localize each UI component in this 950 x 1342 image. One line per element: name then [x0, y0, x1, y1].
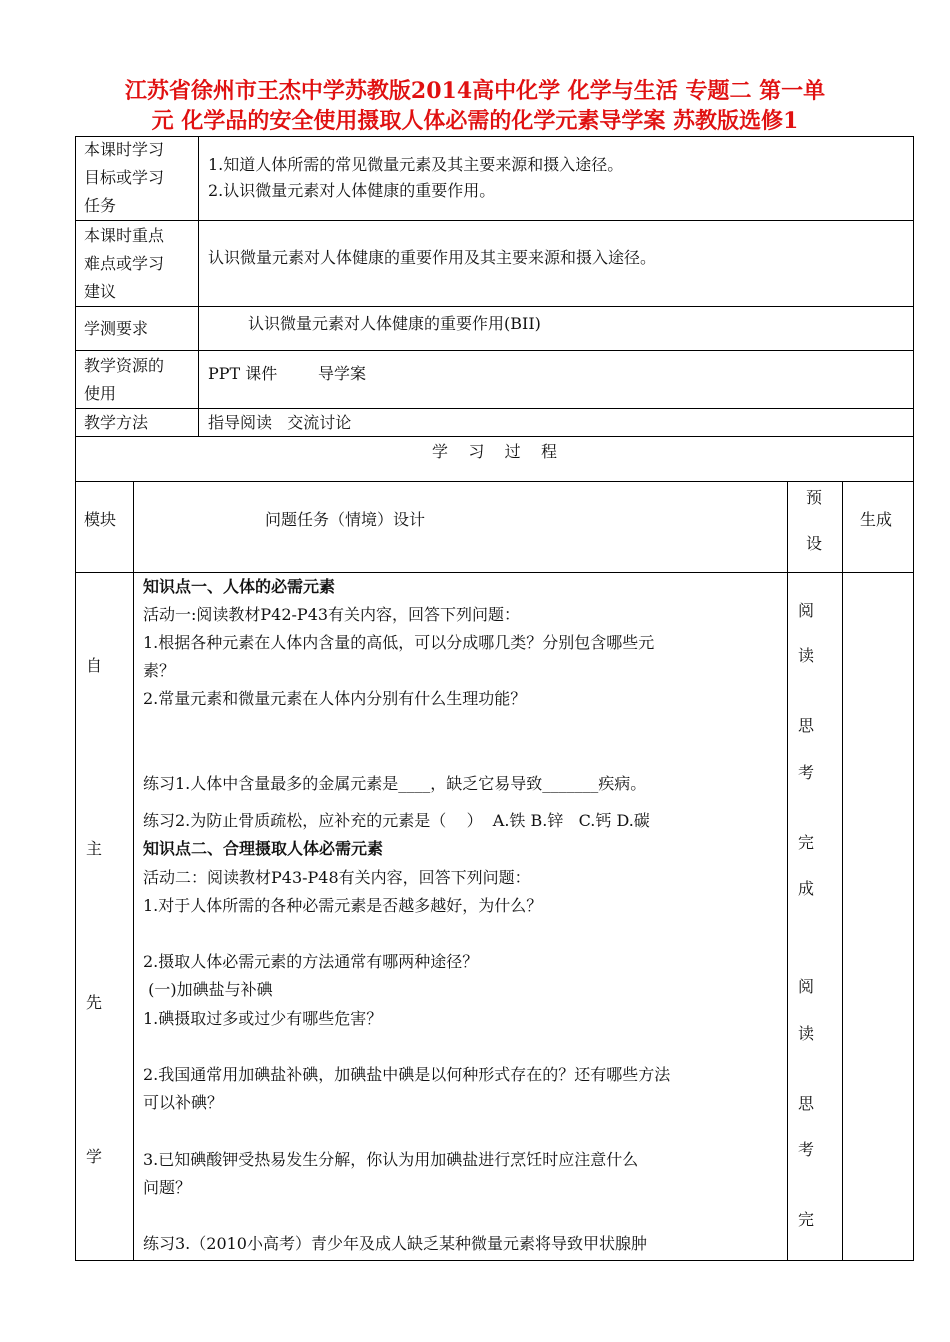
question-3: 1.对于人体所需的各种必需元素是否越多越好，为什么？ [143, 896, 543, 915]
exercise-1: 练习1.人体中含量最多的金属元素是____，缺乏它易导致_______疾病。 [143, 774, 647, 793]
question-7-cont: 问题？ [143, 1178, 192, 1197]
page-title [60, 76, 890, 136]
knowledge-point-1: 知识点一、人体的必需元素 [143, 577, 336, 596]
methods-text: 指导阅读 交流讨论 [208, 413, 352, 432]
question-1-cont: 素？ [143, 661, 176, 680]
col-task-header: 问题任务（情境）设计 [265, 510, 426, 529]
methods-label: 教学方法 [84, 413, 149, 432]
exercise-3: 练习3.（2010小高考）青少年及成人缺乏某种微量元素将导致甲状腺肿 [143, 1234, 647, 1253]
knowledge-point-2: 知识点二、合理摄取人体必需元素 [143, 839, 384, 858]
question-1: 1.根据各种元素在人体内含量的高低，可以分成哪几类？分别包含哪些元 [143, 633, 655, 652]
title-line-2: 元 化学品的安全使用摄取人体必需的化学元素导学案 苏教版选修1 [151, 108, 799, 134]
process-heading: 学 习 过 程 [431, 442, 558, 461]
question-6: 2.我国通常用加碘盐补碘，加碘盐中碘是以何种形式存在的？还有哪些方法 [143, 1065, 671, 1084]
subsection-1: (一)加碘盐与补碘 [143, 980, 273, 999]
col-module-header: 模块 [84, 510, 117, 529]
activity-1: 活动一:阅读教材P42-P43有关内容，回答下列问题： [143, 605, 521, 624]
question-5: 1.碘摄取过多或过少有哪些危害？ [143, 1009, 383, 1028]
question-6-cont: 可以补碘？ [143, 1093, 224, 1112]
exercise-2: 练习2.为防止骨质疏松，应补充的元素是（ ） A.铁 B.锌 C.钙 D.碳 [143, 811, 650, 830]
info-table-divider [198, 136, 199, 437]
col-gen-header: 生成 [860, 510, 893, 529]
key-points-text: 认识微量元素对人体健康的重要作用及其主要来源和摄入途径。 [208, 248, 657, 267]
test-req-label: 学测要求 [84, 319, 149, 338]
question-2: 2.常量元素和微量元素在人体内分别有什么生理功能？ [143, 689, 527, 708]
title-line-1: 江苏省徐州市王杰中学苏教版2014高中化学 化学与生活 专题二 第一单 [124, 78, 826, 104]
resources-text: PPT 课件 导学案 [208, 364, 366, 383]
question-4: 2.摄取人体必需元素的方法通常有哪两种途径？ [143, 952, 479, 971]
test-req-text: 认识微量元素对人体健康的重要作用(BII) [248, 314, 541, 333]
question-7: 3.已知碘酸钾受热易发生分解，你认为用加碘盐进行烹饪时应注意什么 [143, 1150, 639, 1169]
activity-2: 活动二：阅读教材P43-P48有关内容，回答下列问题： [143, 868, 531, 887]
